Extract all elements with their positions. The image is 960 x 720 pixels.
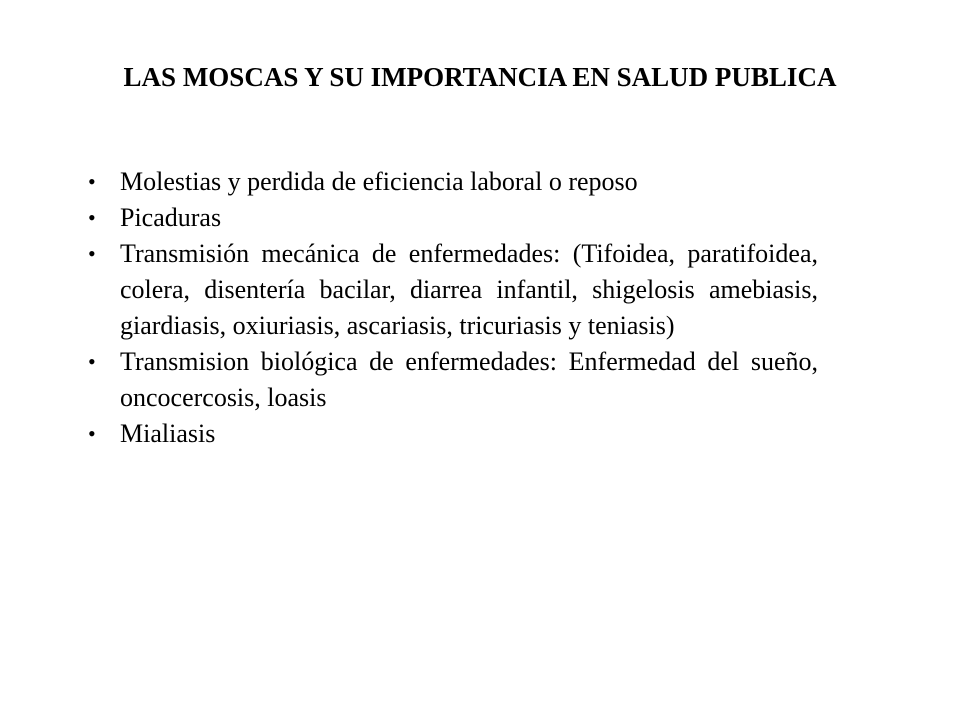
slide-title: LAS MOSCAS Y SU IMPORTANCIA EN SALUD PUBLICA (123, 62, 837, 92)
bullet-item (88, 236, 818, 344)
bullet-item (88, 416, 818, 452)
bullet-marker: • (88, 241, 96, 266)
bullet-item (88, 164, 818, 200)
bullet-marker: • (88, 169, 96, 194)
bullet-marker: • (88, 349, 96, 374)
bullet-item (88, 200, 818, 236)
bullet-text: Molestias y perdida de eficiencia laboral o reposo (120, 167, 638, 196)
bullet-text: Transmision biológica de enfermedades: Enfermedad del sueño, oncocercosis, loasis (120, 347, 818, 412)
bullet-text: Mialiasis (120, 419, 216, 448)
bullet-list (88, 164, 818, 452)
bullet-text: Picaduras (120, 203, 222, 232)
bullet-text: Transmisión mecánica de enfermedades: (Tifoidea, paratifoidea, colera, disentería bacilar, diarrea infantil, shigelosis amebiasis, giardiasis, oxiuriasis, ascariasis, tricuriasis y teniasis) (120, 239, 818, 340)
bullet-marker: • (88, 205, 96, 230)
bullet-marker: • (88, 421, 96, 446)
bullet-item (88, 344, 818, 416)
